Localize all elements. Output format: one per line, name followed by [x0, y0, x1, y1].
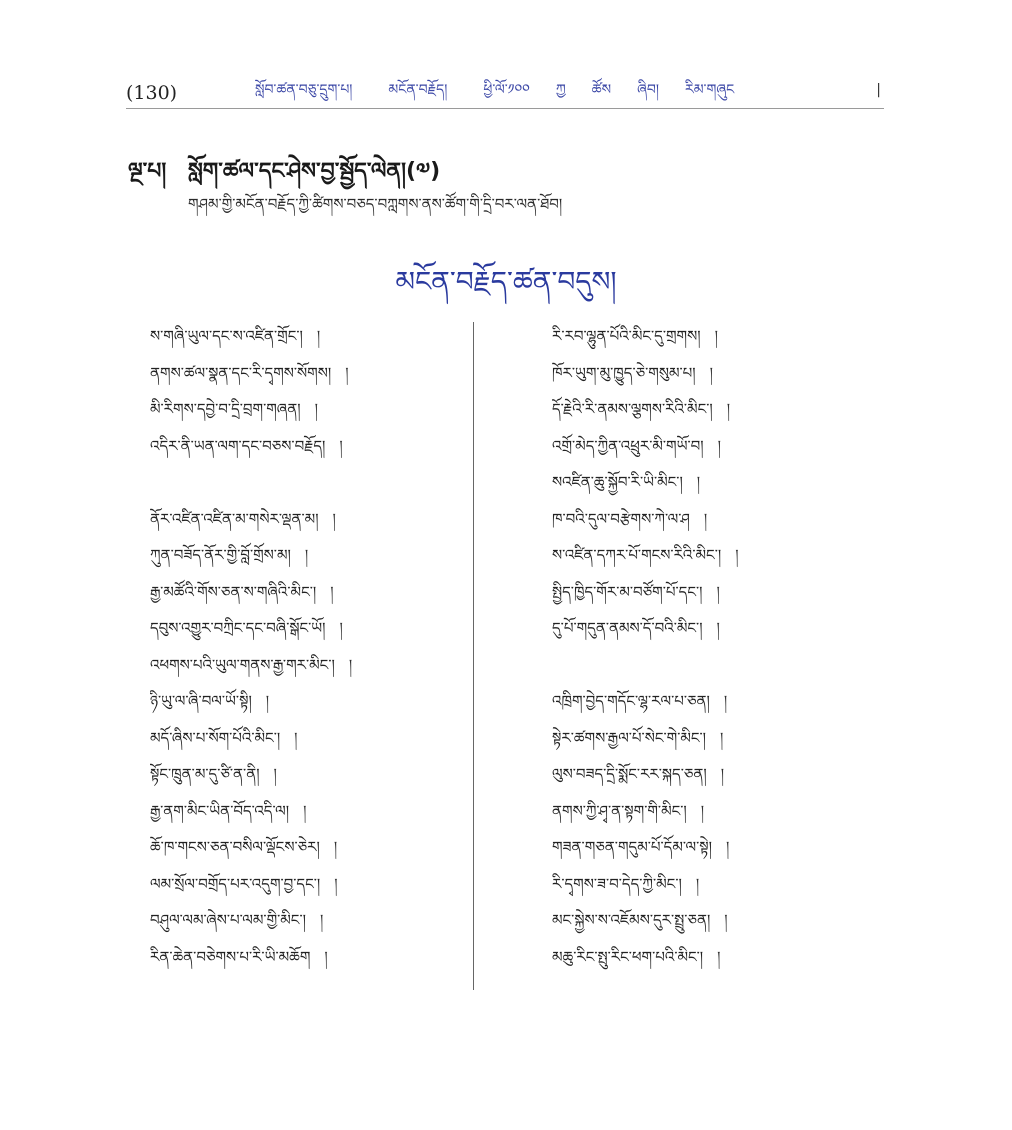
verse-text: ས་གཞི་ཡུལ་དང་ས་འཛིན་གྲོང་། — [150, 327, 303, 345]
verse-text: གཟན་གཅན་གདུམ་པོ་དོམ་ལ་སྟེ། — [552, 838, 713, 856]
verse-shad-mark: ། — [716, 582, 720, 601]
verse-text: ཉི་ཡུ་ལ་ཞི་བལ་ཡོ་སྟི། — [150, 692, 252, 710]
verse-shad-mark: ། — [273, 765, 277, 783]
verse-text: དོ་རྗེའི་རི་ནམས་ལྕགས་རིའི་མིང་། — [552, 400, 713, 418]
verse-line — [552, 391, 872, 428]
verse-text: སྟེར་ཚགས་རྒྱལ་པོ་སེང་གེ་མིང་། — [552, 728, 707, 747]
verse-text: རིན་ཆེན་བཅེགས་པ་རི་ཡི་མཆོག — [150, 947, 311, 966]
verse-line — [552, 428, 872, 465]
verse-line — [150, 756, 470, 793]
verse-shad-mark: ། — [334, 874, 338, 893]
verse-line — [552, 866, 872, 903]
verse-line — [552, 537, 872, 574]
verse-text: མཆུ་རིང་སྤུ་རིང་ཕག་པའི་མིང་། — [552, 947, 704, 966]
verse-shad-mark: ། — [319, 911, 324, 929]
running-header-topic: མངོན་བརྗོད། — [388, 82, 448, 98]
verse-shad-mark: ། — [695, 874, 700, 893]
verse-shad-mark: ། — [348, 655, 353, 674]
verse-line — [150, 829, 470, 866]
verse-line — [552, 902, 872, 939]
verse-text: ནོར་འཛིན་འཛིན་མ་གསེར་ལྡན་མ། — [150, 509, 319, 528]
running-header-series: རིམ་གཞུང — [684, 82, 735, 98]
verse-text: དབུས་འགྱུར་བཀྲིང་དང་བཞི་སྒོང་ཡོ། — [150, 619, 326, 637]
verse-text: སྤྱིད་ཁྱིད་གོར་མ་བཙོག་པོ་དང་། — [552, 582, 703, 601]
verse-shad-mark: ། — [717, 947, 721, 966]
verse-shad-mark: ། — [726, 400, 731, 418]
verse-text: འགྲོ་མེད་ཀྱིན་འཕྲུར་མི་གཡོ་བ། — [552, 436, 704, 455]
page-number: (130) — [126, 82, 178, 104]
verse-text: ཆོ་ཁ་གངས་ཅན་བསིལ་ལྡོངས་ཅེར། — [150, 838, 320, 856]
running-header-part: ཚོས — [591, 82, 612, 98]
verse-shad-mark: ། — [314, 400, 318, 418]
verse-line — [552, 939, 872, 976]
stanza-break — [150, 464, 470, 501]
verse-text: ནགས་ཀྱི་ཤྭ་ན་སྟག་གི་མིང་། — [552, 801, 687, 820]
verse-text: ཁོར་ཡུག་མུ་ཁྱུད་ཅེ་གསུམ་པ། — [552, 363, 696, 382]
verse-shad-mark: ། — [304, 546, 309, 564]
verse-line — [552, 829, 872, 866]
verse-shad-mark: ། — [724, 911, 728, 929]
verse-text: ཀུན་བཟོད་ནོར་གྱི་བློ་གྲོས་མ། — [150, 546, 291, 564]
verse-text: མི་རིགས་དབྱེ་བ་དྲི་བྲག་གཞན། — [150, 400, 301, 418]
stanza-break — [552, 647, 872, 684]
verse-shad-mark: ། — [735, 546, 739, 564]
verse-shad-mark: ། — [696, 473, 701, 491]
verse-shad-mark: ། — [332, 509, 336, 528]
poem-right-column — [552, 318, 872, 975]
running-header-year: ཕྱི་ལོ་༡༠༠ — [483, 82, 530, 98]
verse-line — [150, 683, 470, 720]
verse-shad-mark: ། — [720, 728, 724, 747]
running-header-chapter: སློབ་ཚན་བཅུ་དྲུག་པ། — [255, 82, 353, 98]
verse-shad-mark: ། — [700, 801, 705, 820]
verse-line — [150, 318, 470, 355]
verse-line — [552, 793, 872, 830]
verse-text: རི་རབ་ལྷུན་པོའི་མིང་དུ་གྲགས། — [552, 327, 701, 345]
verse-line — [150, 391, 470, 428]
verse-text: འཕགས་པའི་ཡུལ་གནས་རྒྱ་གར་མིང་། — [150, 655, 335, 674]
running-header-end-mark: | — [876, 82, 881, 98]
verse-line — [552, 464, 872, 501]
verse-shad-mark: ། — [723, 692, 728, 710]
verse-shad-mark: ། — [726, 838, 730, 856]
verse-line — [552, 683, 872, 720]
verse-text: འདིར་ནི་ཡན་ལག་དང་བཅས་བརྗོད། — [150, 436, 326, 455]
verse-line — [150, 428, 470, 465]
section-intro: གཤམ་གྱི་མངོན་བརྗོད་ཀྱི་ཚིགས་བཅད་བཀླགས་ནས་ཚོག་གི་དྲི་བར་ལན་ཐོབ། — [188, 195, 563, 213]
section-title: སློག་ཚལ་དང་ཤེས་བྱ་སྦྱོད་ལེན།(༧) — [187, 159, 441, 184]
verse-line — [552, 501, 872, 538]
verse-text: མང་སྐྱེས་ས་འཇོམས་དུར་སྤྲུ་ཅན། — [552, 911, 711, 929]
verse-line — [150, 501, 470, 538]
running-header-mark: ཀྱ — [555, 82, 566, 98]
verse-line — [150, 793, 470, 830]
verse-line — [150, 610, 470, 647]
verse-line — [150, 720, 470, 757]
verse-text: སའཛིན་ཆུ་སྐྱོབ་རི་ཡི་མིང་། — [552, 473, 683, 491]
verse-text: རྒྱ་ནག་མིང་ཡིན་བོད་འདི་ལ། — [150, 801, 290, 820]
verse-text: ཁ་བའི་དུལ་བརྩེགས་ཀེ་ལ་ཤ — [552, 509, 690, 528]
verse-shad-mark: ། — [714, 327, 718, 345]
verse-shad-mark: ། — [265, 692, 270, 710]
verse-shad-mark: ། — [709, 363, 713, 382]
section-number: ལྔ་པ། — [128, 159, 167, 184]
header-rule — [126, 108, 884, 109]
verse-text: སྟོང་ཁྲུན་མ་དུ་ཙི་ན་ནི། — [150, 765, 260, 783]
verse-text: ལུས་བཟད་དྲི་སྨོང་རར་སྐད་ཅན། — [552, 765, 707, 783]
verse-line — [150, 939, 470, 976]
verse-shad-mark: ། — [339, 619, 343, 637]
verse-shad-mark: ། — [324, 947, 328, 966]
verse-text: ས་འཛིན་དཀར་པོ་གངས་རིའི་མིང་། — [552, 546, 722, 564]
verse-shad-mark: ། — [717, 436, 721, 455]
verse-shad-mark: ། — [333, 838, 338, 856]
verse-shad-mark: ། — [720, 765, 725, 783]
verse-text: བཤུལ་ལམ་ཞེས་པ་ལམ་གྱི་མིང་། — [150, 911, 306, 929]
verse-text: དུ་པོ་གདུན་ནམས་དོ་བའི་མིང་། — [552, 619, 703, 637]
verse-line — [552, 355, 872, 392]
verse-line — [552, 720, 872, 757]
verse-shad-mark: ། — [294, 728, 298, 747]
verse-line — [150, 574, 470, 611]
verse-text: ལམ་སྲོལ་བགྲོད་པར་འདུག་བྱ་དང་། — [150, 874, 321, 893]
verse-shad-mark: ། — [339, 436, 343, 455]
verse-line — [150, 647, 470, 684]
verse-shad-mark: ། — [703, 509, 708, 528]
verse-shad-mark: ། — [345, 363, 349, 382]
verse-text: ནགས་ཚལ་སྣན་དང་རི་དྭགས་སོགས། — [150, 363, 332, 382]
verse-text: མདོ་ཞིས་པ་སོག་པོའི་མིང་། — [150, 728, 281, 747]
column-divider — [473, 322, 474, 990]
verse-shad-mark: ། — [330, 582, 334, 601]
verse-line — [150, 537, 470, 574]
verse-line — [552, 574, 872, 611]
verse-shad-mark: ། — [716, 619, 720, 637]
verse-text: རྒྱ་མཚོའི་གོས་ཅན་ས་གཞིའི་མིང་། — [150, 582, 317, 601]
verse-text: འཁྲིག་བྱེད་གདོང་ལྷ་རལ་པ་ཅན། — [552, 692, 710, 710]
verse-text: རི་དྭགས་ཟ་བ་དེད་ཀྱི་མིང་། — [552, 874, 682, 893]
poem-left-column — [150, 318, 470, 975]
verse-line — [552, 610, 872, 647]
running-header-volume: ཞིབ། — [637, 82, 659, 98]
poem-title: མངོན་བརྗོད་ཚན་བདུས། — [395, 265, 617, 298]
verse-line — [552, 756, 872, 793]
verse-line — [150, 355, 470, 392]
verse-shad-mark: ། — [303, 801, 307, 820]
running-header — [255, 80, 885, 106]
verse-line — [150, 902, 470, 939]
verse-shad-mark: ། — [316, 327, 321, 345]
verse-line — [150, 866, 470, 903]
verse-line — [552, 318, 872, 355]
